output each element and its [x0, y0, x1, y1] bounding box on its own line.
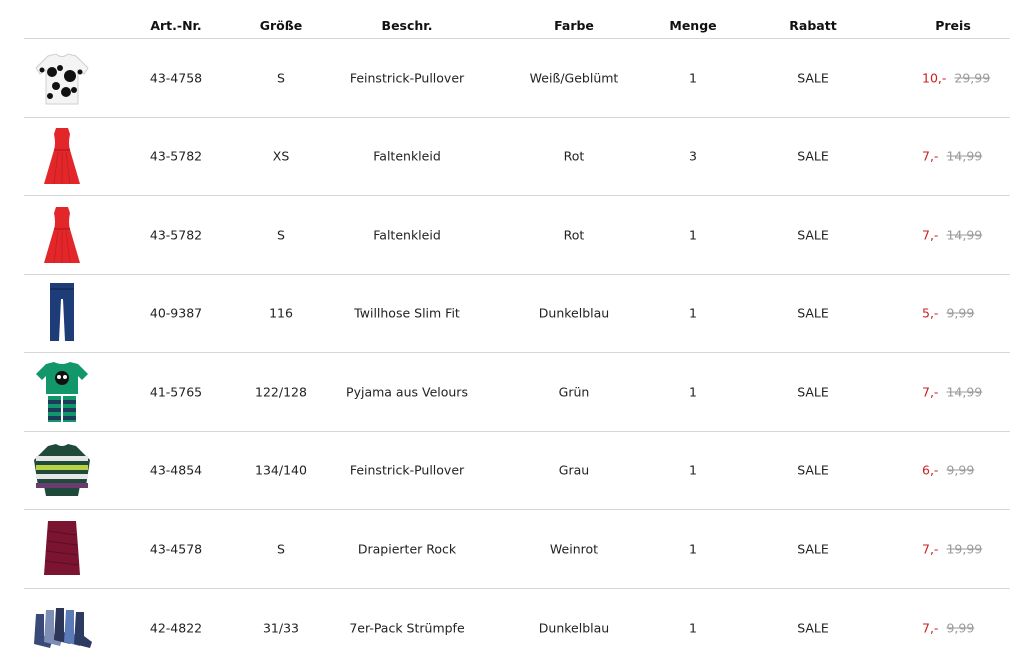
cell-discount: SALE [797, 384, 829, 399]
skirt-icon[interactable] [30, 517, 94, 581]
cell-quantity: 1 [689, 70, 697, 85]
table-row [24, 275, 1010, 354]
sale-price: 7,- [922, 384, 938, 399]
cell-discount: SALE [797, 70, 829, 85]
cell-artnr: 40-9387 [150, 306, 202, 321]
cell-quantity: 1 [689, 306, 697, 321]
cell-quantity: 1 [689, 463, 697, 478]
cell-quantity: 1 [689, 227, 697, 242]
cell-size: S [277, 227, 285, 242]
header-description: Beschr. [382, 18, 433, 33]
original-price: 9,99 [946, 620, 974, 635]
cell-quantity: 3 [689, 149, 697, 164]
cell-color: Dunkelblau [539, 306, 609, 321]
cell-color: Grau [559, 463, 589, 478]
cell-color: Dunkelblau [539, 620, 609, 635]
sale-price: 7,- [922, 227, 938, 242]
cell-price [922, 149, 982, 164]
cell-size: S [277, 70, 285, 85]
header-quantity: Menge [669, 18, 716, 33]
cell-color: Weinrot [550, 541, 598, 556]
sale-price: 7,- [922, 541, 938, 556]
original-price: 9,99 [946, 306, 974, 321]
cell-discount: SALE [797, 620, 829, 635]
cell-size: 31/33 [263, 620, 299, 635]
cell-artnr: 43-5782 [150, 227, 202, 242]
socks-icon[interactable] [30, 596, 94, 660]
cell-description: Feinstrick-Pullover [350, 70, 464, 85]
header-color: Farbe [554, 18, 594, 33]
cell-size: XS [273, 149, 290, 164]
sale-price: 10,- [922, 70, 946, 85]
cell-quantity: 1 [689, 384, 697, 399]
cell-artnr: 43-4758 [150, 70, 202, 85]
original-price: 14,99 [946, 384, 982, 399]
cell-price [922, 541, 982, 556]
cell-description: Feinstrick-Pullover [350, 463, 464, 478]
original-price: 9,99 [946, 463, 974, 478]
striped-sweater-icon[interactable] [30, 438, 94, 502]
cell-price [922, 70, 990, 85]
table-row [24, 196, 1010, 275]
pyjama-icon[interactable] [30, 360, 94, 424]
cell-quantity: 1 [689, 620, 697, 635]
cell-price [922, 227, 982, 242]
table-row [24, 39, 1010, 118]
original-price: 14,99 [946, 227, 982, 242]
cell-color: Grün [559, 384, 590, 399]
cell-discount: SALE [797, 541, 829, 556]
cell-quantity: 1 [689, 541, 697, 556]
cell-price [922, 463, 974, 478]
cell-artnr: 43-4578 [150, 541, 202, 556]
cell-discount: SALE [797, 149, 829, 164]
original-price: 14,99 [946, 149, 982, 164]
red-dress-icon[interactable] [30, 124, 94, 188]
cell-discount: SALE [797, 227, 829, 242]
header-price: Preis [935, 18, 971, 33]
sale-price: 6,- [922, 463, 938, 478]
header-discount: Rabatt [789, 18, 836, 33]
sweater-floral-icon[interactable] [30, 46, 94, 110]
cell-size: 134/140 [255, 463, 307, 478]
red-dress-icon[interactable] [30, 203, 94, 267]
cell-description: Twillhose Slim Fit [354, 306, 460, 321]
cell-price [922, 306, 974, 321]
table-row [24, 432, 1010, 511]
sale-price: 7,- [922, 620, 938, 635]
cell-artnr: 43-4854 [150, 463, 202, 478]
cell-artnr: 43-5782 [150, 149, 202, 164]
cell-artnr: 42-4822 [150, 620, 202, 635]
table-row [24, 510, 1010, 589]
header-artnr: Art.-Nr. [150, 18, 201, 33]
cell-price [922, 620, 974, 635]
cell-description: Pyjama aus Velours [346, 384, 468, 399]
cell-description: Drapierter Rock [358, 541, 456, 556]
table-row [24, 353, 1010, 432]
cell-artnr: 41-5765 [150, 384, 202, 399]
cell-color: Rot [564, 149, 585, 164]
cell-color: Rot [564, 227, 585, 242]
cell-discount: SALE [797, 306, 829, 321]
cell-description: Faltenkleid [373, 227, 441, 242]
cell-discount: SALE [797, 463, 829, 478]
order-table [24, 0, 1010, 667]
sale-price: 7,- [922, 149, 938, 164]
cell-description: 7er-Pack Strümpfe [349, 620, 464, 635]
table-row [24, 118, 1010, 197]
sale-price: 5,- [922, 306, 938, 321]
header-size: Größe [260, 18, 302, 33]
cell-size: 116 [269, 306, 293, 321]
table-row [24, 589, 1010, 667]
original-price: 19,99 [946, 541, 982, 556]
cell-price [922, 384, 982, 399]
cell-size: S [277, 541, 285, 556]
table-header [24, 0, 1010, 39]
cell-color: Weiß/Geblümt [530, 70, 619, 85]
cell-size: 122/128 [255, 384, 307, 399]
jeans-icon[interactable] [30, 281, 94, 345]
original-price: 29,99 [954, 70, 990, 85]
cell-description: Faltenkleid [373, 149, 441, 164]
